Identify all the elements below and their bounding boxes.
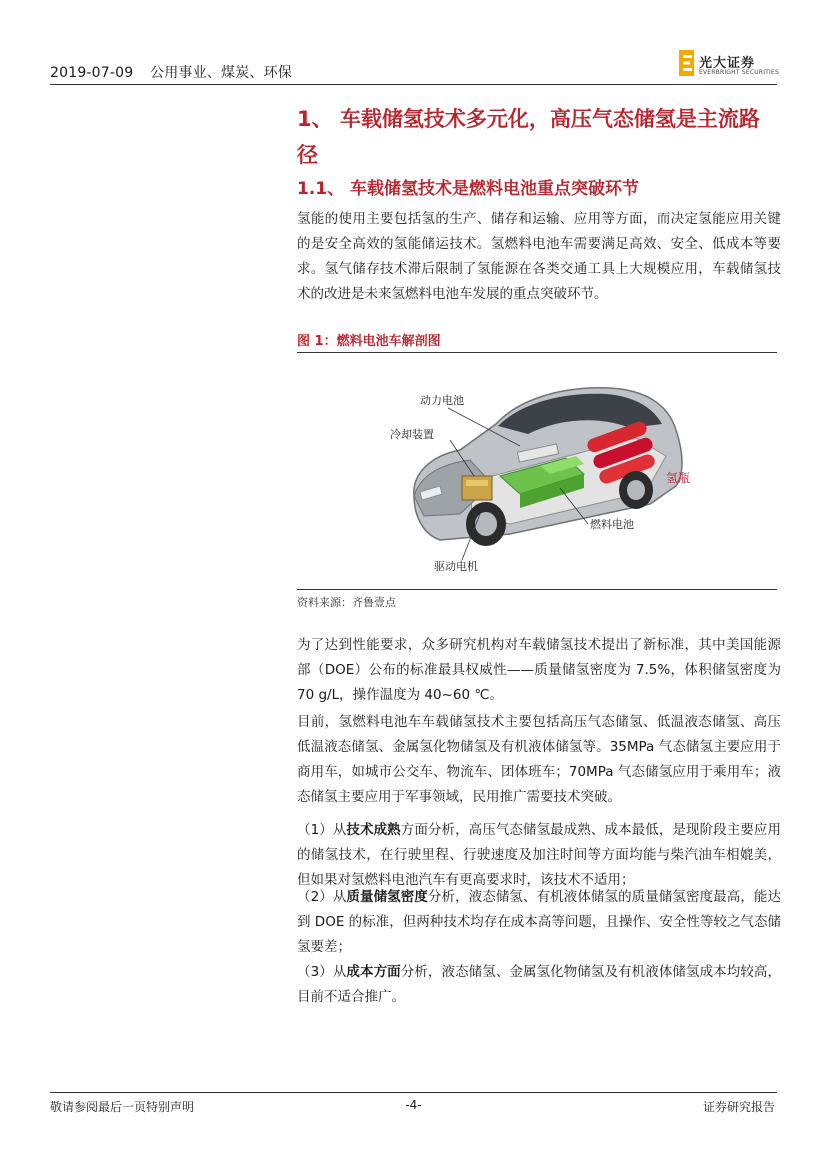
page-number: -4- [405,1098,422,1112]
label-fuel-cell: 燃料电池 [590,518,634,531]
figure-title: 图 1：燃料电池车解剖图 [297,334,441,349]
point-text: 方面分析，高压气态储氢最成熟、成本最低，是现阶段主要应用的储氢技术，在行驶里程、行驶速度及加注时间等方面均能与柴汽油车相媲美，但如果对氢燃料电池汽车有更高要求时，该技术不适用； [297,822,782,888]
paragraph-density [297,885,781,960]
front-wheel [466,502,506,546]
figure-bottom-rule [297,589,777,590]
label-motor: 驱动电机 [434,560,478,573]
figure-source: 资料来源：齐鲁壹点 [297,596,396,609]
fuel-cell-car-diagram [390,364,691,582]
point-prefix: （2）从 [297,889,347,905]
label-battery: 动力电池 [420,394,464,407]
logo-text-cn: 光大证券 [699,56,756,71]
subsection-heading: 1.1、 车载储氢技术是燃料电池重点突破环节 [297,179,640,199]
keyword-maturity: 技术成熟 [346,822,401,838]
footer-disclaimer: 敬请参阅最后一页特别声明 [50,1100,195,1114]
header-divider [50,84,777,85]
footer-divider [50,1092,777,1093]
label-tank: 氢瓶 [666,471,691,485]
logo-mark-icon [679,50,694,76]
report-sector: 公用事业、煤炭、环保 [150,65,293,81]
paragraph-maturity [297,818,781,893]
header-meta [50,62,292,82]
logo-text-en: EVERBRIGHT SECURITIES [699,69,779,76]
point-prefix: （3）从 [297,964,347,980]
keyword-density: 质量储氢密度 [346,889,428,905]
paragraph-doe-standard: 为了达到性能要求，众多研究机构对车载储氢技术提出了新标准，其中美国能源部（DOE）公布的标准最具权威性——质量储氢密度为 7.5%，体积储氢密度为 70 g/L，操作温度为 40~60 ℃。 [297,637,781,703]
point-text: 分析，液态储氢、有机液体储氢的质量储氢密度最高，能达到 DOE 的标准，但两种技术均存在成本高等问题，且操作、安全性等较之气态储氢要差； [297,889,781,955]
section-heading: 1、 车载储氢技术多元化，高压气态储氢是主流路径 [297,107,760,167]
cooling-unit [462,476,492,500]
keyword-cost: 成本方面 [346,964,401,980]
footer-report-type: 证券研究报告 [702,1100,775,1114]
figure-top-rule [297,352,777,353]
paragraph-intro: 氢能的使用主要包括氢的生产、储存和运输、应用等方面，而决定氢能应用关键的是安全高效的氢能储运技术。氢燃料电池车需要满足高效、安全、低成本等要求。氢气储存技术滞后限制了氢能源在各类交通工具上大规模应用，车载储氢技术的改进是未来氢燃料电池车发展的重点突破环节。 [297,211,781,302]
paragraph-cost [297,960,781,1010]
label-cooling: 冷却装置 [390,428,434,441]
paragraph-technologies: 目前，氢燃料电池车车载储氢技术主要包括高压气态储氢、低温液态储氢、高压低温液态储氢、金属氢化物储氢及有机液体储氢等。35MPa 气态储氢主要应用于商用车，如城市公交车、物流车、团体班车；70MPa 气态储氢应用于乘用车；液态储氢主要应用于军事领域，民用推广需要技术突破。 [297,714,781,805]
point-text: 分析，液态储氢、金属氢化物储氢及有机液体储氢成本均较高，目前不适合推广。 [297,964,782,1005]
rear-wheel [619,471,653,509]
company-logo [679,50,779,80]
point-prefix: （1）从 [297,822,347,838]
report-date: 2019-07-09 [50,65,134,81]
